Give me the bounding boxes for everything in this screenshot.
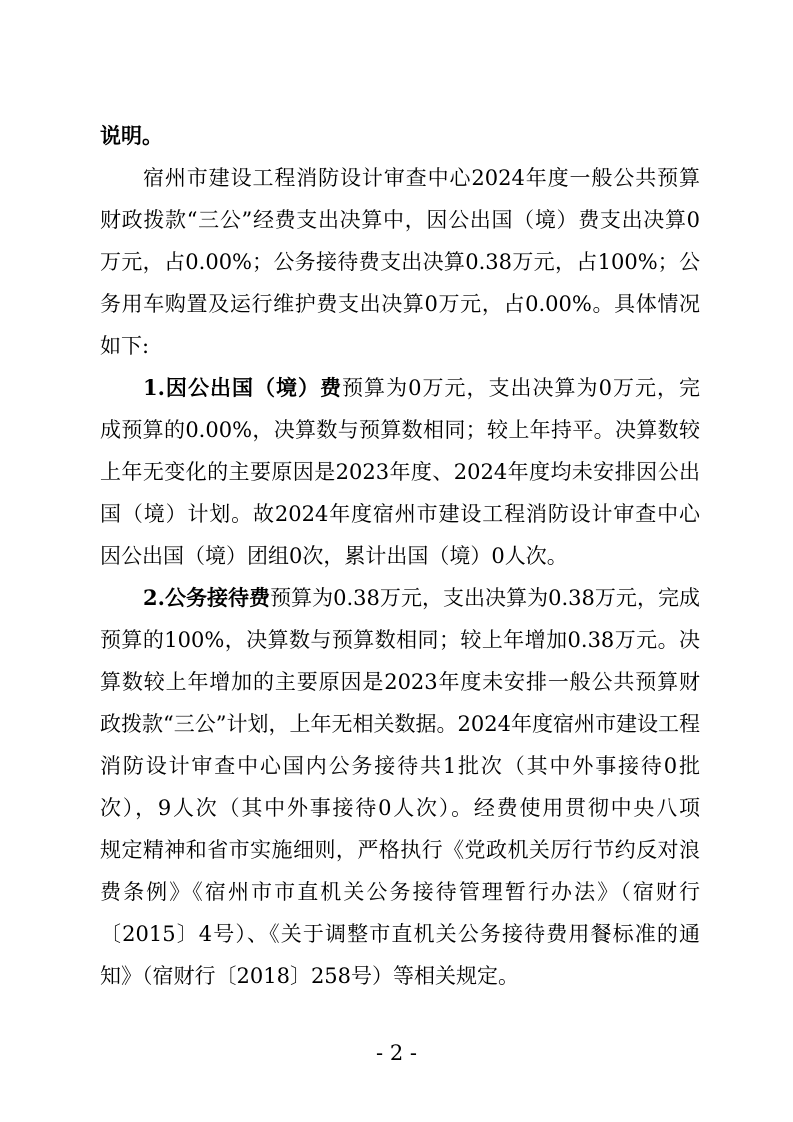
- paragraph-line: 务用车购置及运行维护费支出决算0万元，占0.00%。具体情况: [100, 292, 700, 316]
- paragraph-line: 消防设计审查中心国内公务接待共1批次（其中外事接待0批: [100, 754, 700, 778]
- paragraph-line: 预算的100%，决算数与预算数相同；较上年增加0.38万元。决: [100, 628, 700, 652]
- paragraph-line: 上年无变化的主要原因是2023年度、2024年度均未安排因公出: [100, 460, 700, 484]
- section-title-overseas: 1.因公出国（境）费: [143, 375, 343, 400]
- paragraph-line: 宿州市建设工程消防设计审查中心2024年度一般公共预算: [143, 166, 700, 190]
- paragraph-line: 规定精神和省市实施细则，严格执行《党政机关厉行节约反对浪: [100, 838, 700, 862]
- paragraph-line: 政拨款“三公”计划，上年无相关数据。2024年度宿州市建设工程: [100, 712, 700, 736]
- paragraph-line: 算数较上年增加的主要原因是2023年度未安排一般公共预算财: [100, 670, 700, 694]
- paragraph-line: 〔2015〕4号）、《关于调整市直机关公务接待费用餐标准的通: [100, 922, 700, 946]
- paragraph-line: 如下:: [100, 334, 150, 358]
- paragraph-line: 次），9人次（其中外事接待0人次）。经费使用贯彻中央八项: [100, 796, 700, 820]
- page-number: - 2 -: [376, 1041, 417, 1065]
- section-line-overseas: [143, 373, 700, 403]
- section-text: 预算为0.38万元，支出决算为0.38万元，完成: [270, 586, 700, 610]
- paragraph-line: 万元，占0.00%；公务接待费支出决算0.38万元，占100%；公: [100, 250, 700, 274]
- paragraph-line: 成预算的0.00%，决算数与预算数相同；较上年持平。决算数较: [100, 418, 700, 442]
- heading-explanation: 说明。: [100, 123, 163, 148]
- paragraph-line: 国（境）计划。故2024年度宿州市建设工程消防设计审查中心: [100, 502, 700, 526]
- paragraph-line: 费条例》《宿州市市直机关公务接待管理暂行办法》（宿财行: [100, 880, 700, 904]
- paragraph-line: 因公出国（境）团组0次，累计出国（境）0人次。: [100, 544, 568, 568]
- paragraph-line: 知》（宿财行〔2018〕258号）等相关规定。: [100, 964, 520, 988]
- paragraph-line: 财政拨款“三公”经费支出决算中，因公出国（境）费支出决算0: [100, 208, 700, 232]
- section-line-reception: [143, 583, 700, 613]
- section-title-reception: 2.公务接待费: [143, 585, 271, 610]
- section-text: 预算为0万元，支出决算为0万元，完: [342, 376, 700, 400]
